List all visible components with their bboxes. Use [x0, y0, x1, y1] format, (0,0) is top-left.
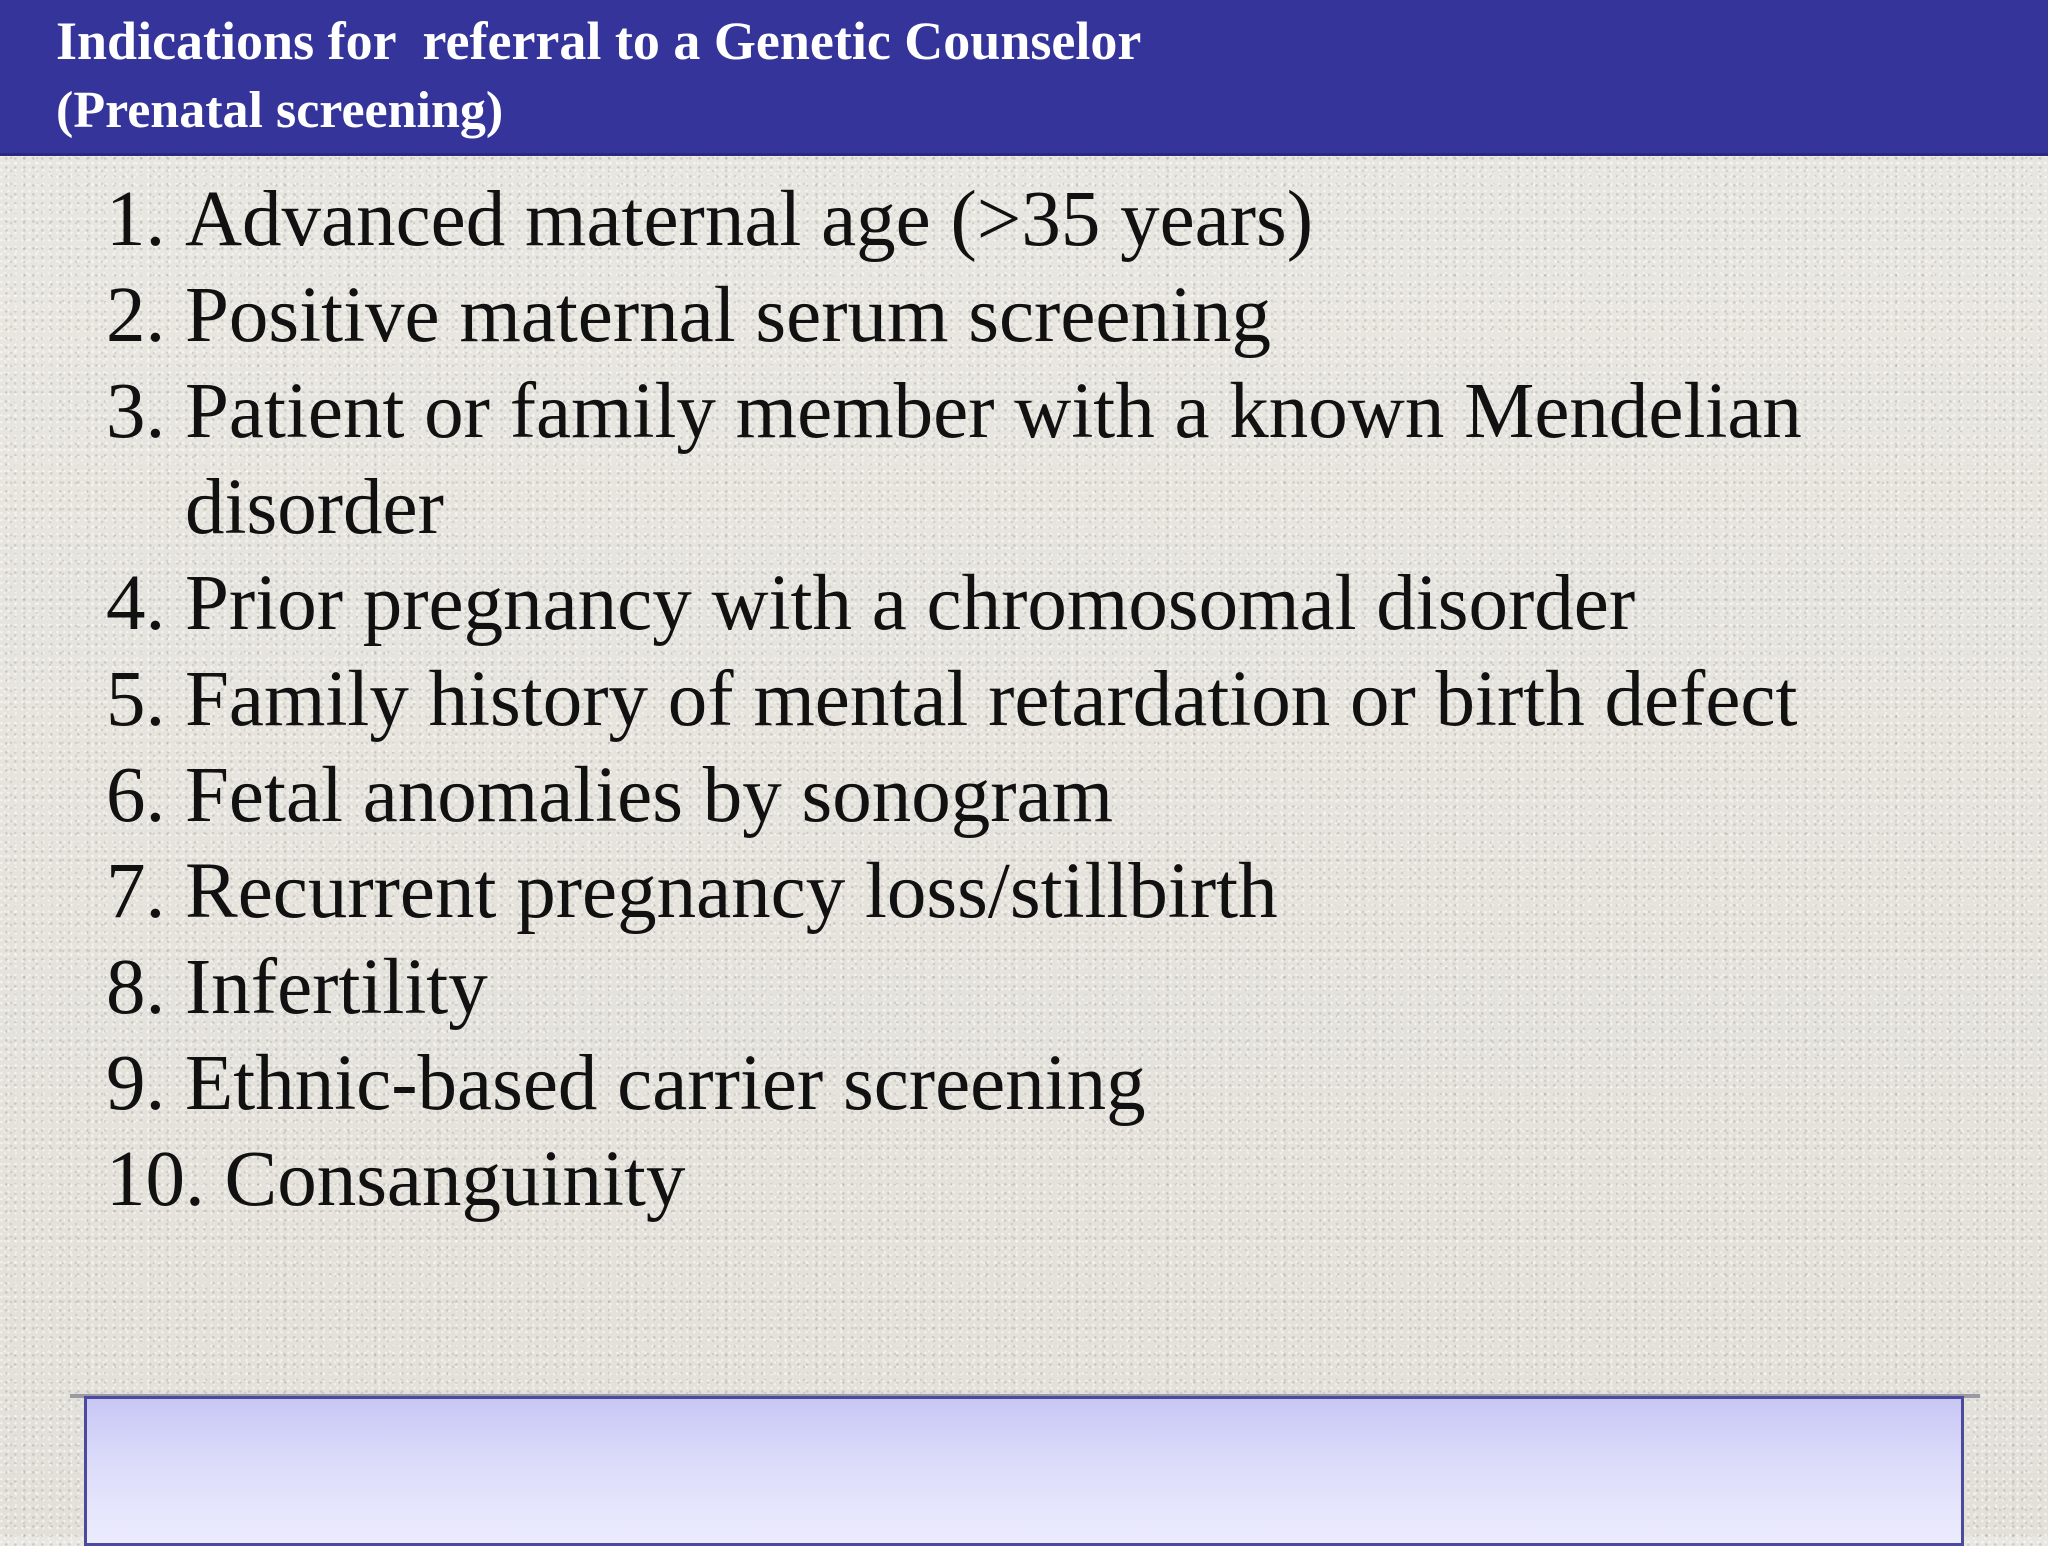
footer-banner [84, 1396, 1964, 1546]
item-number: 1. [106, 176, 185, 263]
item-text: Positive maternal serum screening [185, 272, 1271, 359]
list-item [106, 556, 2006, 652]
list-item [106, 652, 2006, 748]
item-text: Family history of mental retardation or birth defect [185, 656, 1798, 743]
list-item [106, 1132, 2006, 1228]
item-number: 4. [106, 560, 185, 647]
slide-title: Indications for referral to a Genetic Counselor [56, 11, 1142, 71]
item-number: 5. [106, 656, 185, 743]
item-text: Prior pregnancy with a chromosomal disorder [185, 560, 1636, 647]
item-text: Fetal anomalies by sonogram [185, 752, 1114, 839]
item-number: 9. [106, 1040, 185, 1127]
item-text: Recurrent pregnancy loss/stillbirth [185, 848, 1278, 935]
item-number: 6. [106, 752, 185, 839]
slide-subtitle: (Prenatal screening) [56, 82, 504, 139]
list-item [106, 268, 2006, 364]
item-text: Advanced maternal age (>35 years) [185, 176, 1314, 263]
item-text: Consanguinity [224, 1136, 686, 1223]
list-item [106, 1036, 2006, 1132]
title-bar [0, 0, 2048, 156]
item-number: 3. [106, 368, 185, 455]
indications-list [106, 172, 2006, 1228]
list-item [106, 844, 2006, 940]
list-item [106, 364, 2006, 556]
item-text: Ethnic-based carrier screening [185, 1040, 1146, 1127]
item-number: 7. [106, 848, 185, 935]
item-text: Infertility [185, 944, 488, 1031]
item-number: 8. [106, 944, 185, 1031]
item-number: 10. [106, 1136, 225, 1223]
list-item [106, 748, 2006, 844]
list-item [106, 172, 2006, 268]
list-item [106, 940, 2006, 1036]
item-text: Patient or family member with a known Mendelian disorder [185, 368, 1802, 551]
item-number: 2. [106, 272, 185, 359]
